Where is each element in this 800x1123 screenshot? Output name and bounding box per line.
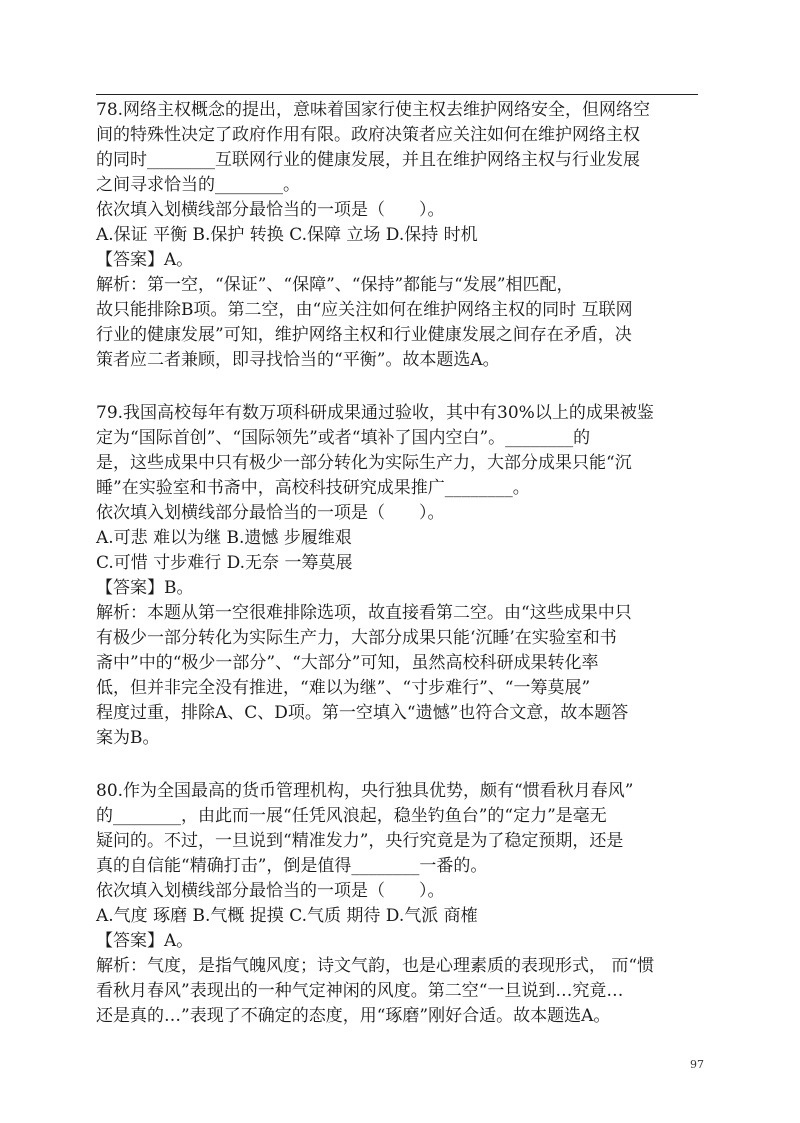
text-line: 睡”在实验室和书斋中，高校科技研究成果推广________。 [96,478,530,498]
answer-options: A.可悲 难以为继 B.遗憾 步履维艰 [96,528,352,548]
explanation-line: 行业的健康发展”可知，维护网络主权和行业健康发展之间存在矛盾，决 [96,325,632,345]
question-spacer [96,373,706,401]
answer-key: 【答案】A。 [96,931,194,951]
text-line: 的同时________互联网行业的健康发展，并且在维护网络主权与行业发展 [96,150,640,170]
answer-options: A.保证 平衡 B.保护 转换 C.保障 立场 D.保持 时机 [96,225,478,245]
explanation-line: 斋中”中的“极少一部分”、“大部分”可知，虽然高校科研成果转化率 [96,653,599,673]
explanation-line: 案为B。 [96,728,160,748]
question-79 [96,401,706,751]
text-line: 定为“国际首创”、“国际领先”或者“填补了国内空白”。________的 [96,428,591,448]
text-line: 80.作为全国最高的货币管理机构，央行独具优势，颇有“惯看秋月春风” [96,781,634,801]
text-line: 是，这些成果中只有极少一部分转化为实际生产力，大部分成果只能“沉 [96,453,632,473]
text-line: 78.网络主权概念的提出，意味着国家行使主权去维护网络安全，但网络空 [96,100,651,120]
explanation-line: 解析：气度，是指气魄风度；诗文气韵，也是心理素质的表现形式， 而“惯 [96,956,655,976]
header-rule [96,94,698,95]
explanation-line: 低，但并非完全没有推进，“难以为继”、“寸步难行”、“一筹莫展” [96,678,591,698]
page-number: 97 [690,1058,704,1071]
document-body [96,98,706,1029]
question-prompt: 依次填入划横线部分最恰当的一项是（ ）。 [96,200,445,220]
text-line: 疑问的。不过，一旦说到“精准发力”，央行究竟是为了稳定预期，还是 [96,831,624,851]
text-line: 间的特殊性决定了政府作用有限。政府决策者应关注如何在维护网络主权 [96,125,640,145]
text-line: 的________，由此而一展“任凭风浪起，稳坐钓鱼台”的“定力”是毫无 [96,806,607,826]
text-line: 79.我国高校每年有数万项科研成果通过验收，其中有30%以上的成果被鉴 [96,403,654,423]
answer-options: C.可惜 寸步难行 D.无奈 一筹莫展 [96,553,353,573]
explanation-line: 故只能排除B项。第二空，由“应关注如何在维护网络主权的同时 互联网 [96,300,633,320]
explanation-line: 策者应二者兼顾，即寻找恰当的“平衡”。故本题选A。 [96,350,500,370]
answer-key: 【答案】A。 [96,250,194,270]
question-spacer [96,751,706,779]
explanation-line: 解析：第一空，“保证”、“保障”、“保持”都能与“发展”相匹配， [96,275,574,295]
answer-options: A.气度 琢磨 B.气概 捉摸 C.气质 期待 D.气派 商榷 [96,906,478,926]
question-80 [96,779,706,1029]
question-78 [96,98,706,373]
explanation-line: 有极少一部分转化为实际生产力，大部分成果只能‘沉睡’在实验室和书 [96,628,617,648]
question-prompt: 依次填入划横线部分最恰当的一项是（ ）。 [96,881,445,901]
explanation-line: 还是真的…”表现了不确定的态度，用“琢磨”刚好合适。故本题选A。 [96,1006,611,1026]
explanation-line: 程度过重，排除A、C、D项。第一空填入“遗憾”也符合文意，故本题答 [96,703,629,723]
text-line: 真的自信能“精确打击”，倒是值得________一番的。 [96,856,488,876]
explanation-line: 解析：本题从第一空很难排除选项，故直接看第二空。由“这些成果中只 [96,603,632,623]
answer-key: 【答案】B。 [96,578,194,598]
explanation-line: 看秋月春风”表现出的一种气定神闲的风度。第二空“一旦说到…究竟… [96,981,624,1001]
text-line: 之间寻求恰当的________。 [96,175,300,195]
question-prompt: 依次填入划横线部分最恰当的一项是（ ）。 [96,503,445,523]
